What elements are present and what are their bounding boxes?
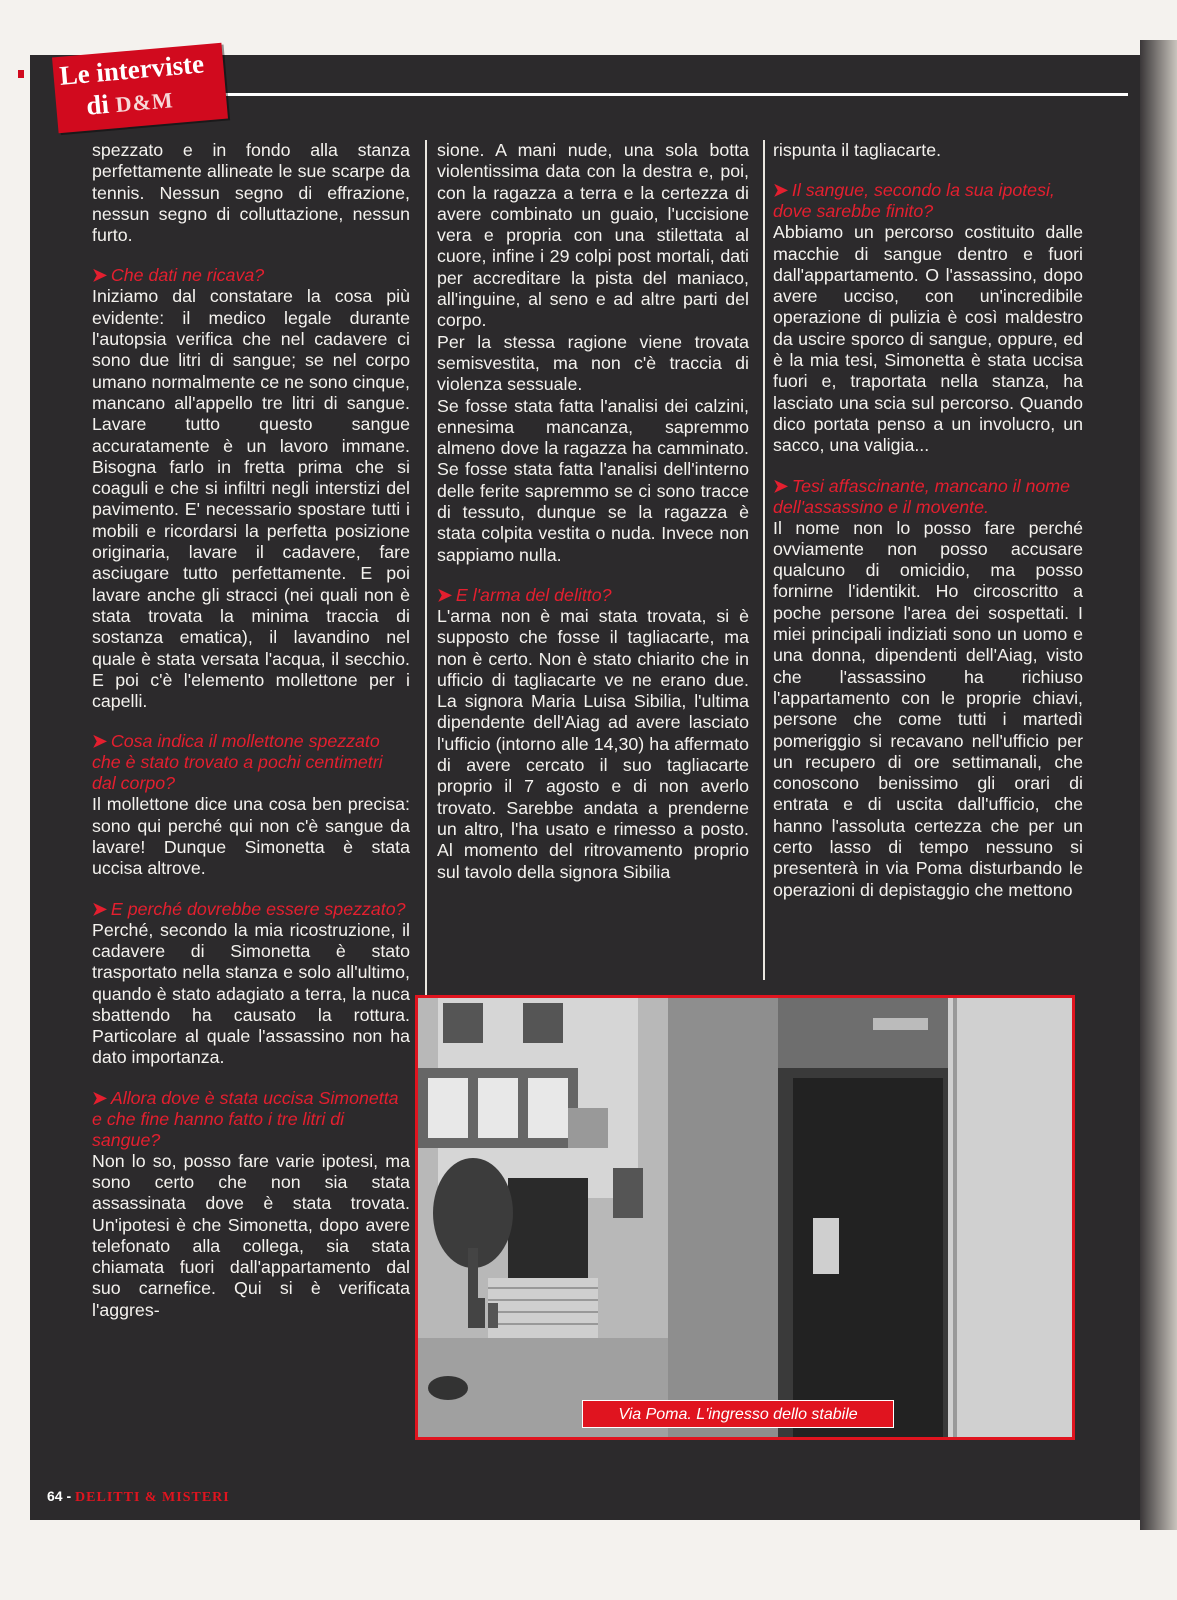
question-text: Tesi affascinante, mancano il nome dell'assassino e il movente. bbox=[773, 475, 1070, 517]
question-text: E l'arma del delitto? bbox=[455, 584, 612, 605]
interview-question bbox=[92, 899, 410, 920]
arrow-icon: ➤ bbox=[437, 584, 452, 605]
section-badge bbox=[52, 43, 228, 134]
photo-caption: Via Poma. L'ingresso dello stabile bbox=[582, 1400, 894, 1428]
badge-title: Le interviste bbox=[58, 48, 206, 91]
question-text: Cosa indica il mollettone spezzato che è stato trovato a pochi centimetri dal corpo? bbox=[92, 731, 383, 794]
answer-paragraph: Iniziamo dal constatare la cosa più evidente: il medico legale durante l'autopsia verifica che nel cadavere ci sono due litri di sangue; se nel corpo umano normalmente ce ne sono cinque, mancano all'appello tre litri di sangue. Lavare tutto questo sangue accuratamente è un lavoro immane. Bisogna farlo in fretta prima che si coaguli e che si infiltri negli interstizi del pavimento. E' necessario spostare tutti i mobili e ricordarsi la perfetta posizione originaria, lavare il cadavere, fare asciugare tutto perfettamente. E poi lavare anche gli stracci (nei quali non è stata trovata la minima traccia di sostanza ematica), il lavandino nel quale è stata versata l'acqua, il secchio. E poi c'è l'elemento mollettone per i capelli. bbox=[92, 286, 410, 712]
arrow-icon: ➤ bbox=[92, 1087, 107, 1108]
answer-paragraph: Il nome non lo posso fare perché ovviamente non posso accusare qualcuno di omicidio, ma posso fornirne l'identikit. Ho circoscritto a poche persone l'area dei sospettati. I miei principali indiziati sono un uomo e una donna, dipendenti dell'Aiag, visto che l'assassino ha richiuso l'appartamento con le proprie chiavi, persone che come tutti i martedì pomeriggio si recavano nell'ufficio per un recupero di ore settimanali, che conoscono benissimo gli orari di entrata e di uscita dall'ufficio, che hanno l'assoluta certezza che per un certo lasso di tempo nessuno si presenterà in via Poma disturbando le operazioni di depistaggio che mettono bbox=[773, 517, 1083, 900]
arrow-icon: ➤ bbox=[92, 898, 107, 919]
interview-question bbox=[92, 1088, 410, 1151]
interview-question bbox=[437, 585, 749, 606]
question-text: Che dati ne ricava? bbox=[110, 265, 265, 286]
footer-separator: - bbox=[66, 1488, 72, 1504]
arrow-icon: ➤ bbox=[773, 180, 788, 201]
building-entrance-photo bbox=[415, 995, 1075, 1440]
page-number: 64 bbox=[47, 1488, 63, 1504]
answer-paragraph: Non lo so, posso fare varie ipotesi, ma sono certo che non sia stata assassinata dove è stata trovata. Un'ipotesi è che Simonetta, dopo avere telefonato alla collega, sia stata chiamata fuori dall'appartamento dal suo carnefice. Qui si è verificata l'aggres- bbox=[92, 1150, 410, 1320]
answer-paragraph: L'arma non è mai stata trovata, si è supposto che fosse il tagliacarte, ma non è certo. Non è stato chiarito che in ufficio di tagliacarte ve ne erano due. La signora Maria Luisa Sibilia, l'ultima dipendente dell'Aiag ad avere lasciato l'ufficio (intorno alle 14,30) ha affermato di avere cercato il suo tagliacarte proprio il 7 agosto e di non averlo trovato. Sarebbe andata a prenderne un altro, l'ha usato e rimesso a posto. Al momento del ritrovamento proprio sul tavolo della signora Sibilia bbox=[437, 605, 749, 882]
column-divider-1 bbox=[425, 140, 427, 995]
answer-paragraph: Perché, secondo la mia ricostruzione, il cadavere di Simonetta è stato trasportato nella stanza e solo all'ultimo, quando è stato adagiato a terra, la nuca sbattendo ha causato la rottura. Particolare al quale l'assassino non ha dato importanza. bbox=[92, 919, 410, 1068]
paragraph: Se fosse stata fatta l'analisi dei calzini, ennesima mancanza, sapremmo almeno dove la ragazza ha camminato. Se fosse stata fatta l'analisi dell'interno delle ferite sapremmo se ci sono tracce di tessuto, dunque se la ragazza è stata colpita vestita o nuda. Invece non sappiamo nulla. bbox=[437, 395, 749, 565]
interview-question bbox=[773, 476, 1083, 518]
red-edge-mark bbox=[18, 70, 24, 78]
article-column-3 bbox=[773, 140, 1083, 920]
question-text: E perché dovrebbe essere spezzato? bbox=[110, 898, 406, 919]
interview-question bbox=[92, 731, 410, 794]
article-column-1 bbox=[92, 140, 410, 1340]
arrow-icon: ➤ bbox=[92, 731, 107, 752]
badge-subtitle bbox=[85, 83, 175, 121]
interview-question bbox=[92, 265, 410, 286]
column-divider-2 bbox=[763, 140, 765, 980]
question-text: Allora dove è stata uccisa Simonetta e che fine hanno fatto i tre litri di sangue? bbox=[92, 1087, 399, 1150]
photo-illustration bbox=[418, 998, 1072, 1437]
article-column-2 bbox=[437, 140, 749, 902]
paragraph: Per la stessa ragione viene trovata semisvestita, ma non c'è traccia di violenza sessuale. bbox=[437, 331, 749, 395]
paragraph: rispunta il tagliacarte. bbox=[773, 140, 942, 160]
answer-paragraph: Il mollettone dice una cosa ben precisa: sono qui perché qui non c'è sangue da lavare! Dunque Simonetta è stata uccisa altrove. bbox=[92, 794, 410, 879]
paragraph: spezzato e in fondo alla stanza perfettamente allineate le sue scarpe da tennis. Nessun segno di effrazione, nessun segno di colluttazione, nessun furto. bbox=[92, 140, 410, 246]
page-footer bbox=[47, 1488, 230, 1506]
interview-question bbox=[773, 180, 1083, 222]
magazine-spine-edge bbox=[1140, 40, 1177, 1530]
paragraph: sione. A mani nude, una sola botta violentissima data con la destra e, poi, con la ragazza a terra e la certezza di avere combinato un guaio, l'uccisione vera e propria con una stilettata al cuore, infine i 29 colpi post mortali, dati per accreditare la pista del maniaco, all'inguine, al seno e ad altre parti del corpo. bbox=[437, 140, 749, 331]
arrow-icon: ➤ bbox=[773, 475, 788, 496]
answer-paragraph: Abbiamo un percorso costituito dalle macchie di sangue dentro e fuori dall'appartamento. O l'assassino, dopo avere ucciso, con un'incredibile operazione di pulizia è così maldestro da uscire sporco di sangue, oppure, ed è la mia tesi, Simonetta è stata uccisa fuori e, traportata nella stanza, ha lasciato una scia sul percorso. Quando dico portata penso a un involucro, un sacco, una valigia... bbox=[773, 222, 1083, 456]
question-text: Il sangue, secondo la sua ipotesi, dove sarebbe finito? bbox=[773, 180, 1055, 222]
publication-name: DELITTI & MISTERI bbox=[75, 1490, 230, 1505]
badge-prefix: di bbox=[85, 88, 111, 121]
header-rule bbox=[210, 93, 1128, 96]
arrow-icon: ➤ bbox=[92, 265, 107, 286]
badge-brand: D&M bbox=[114, 87, 175, 118]
